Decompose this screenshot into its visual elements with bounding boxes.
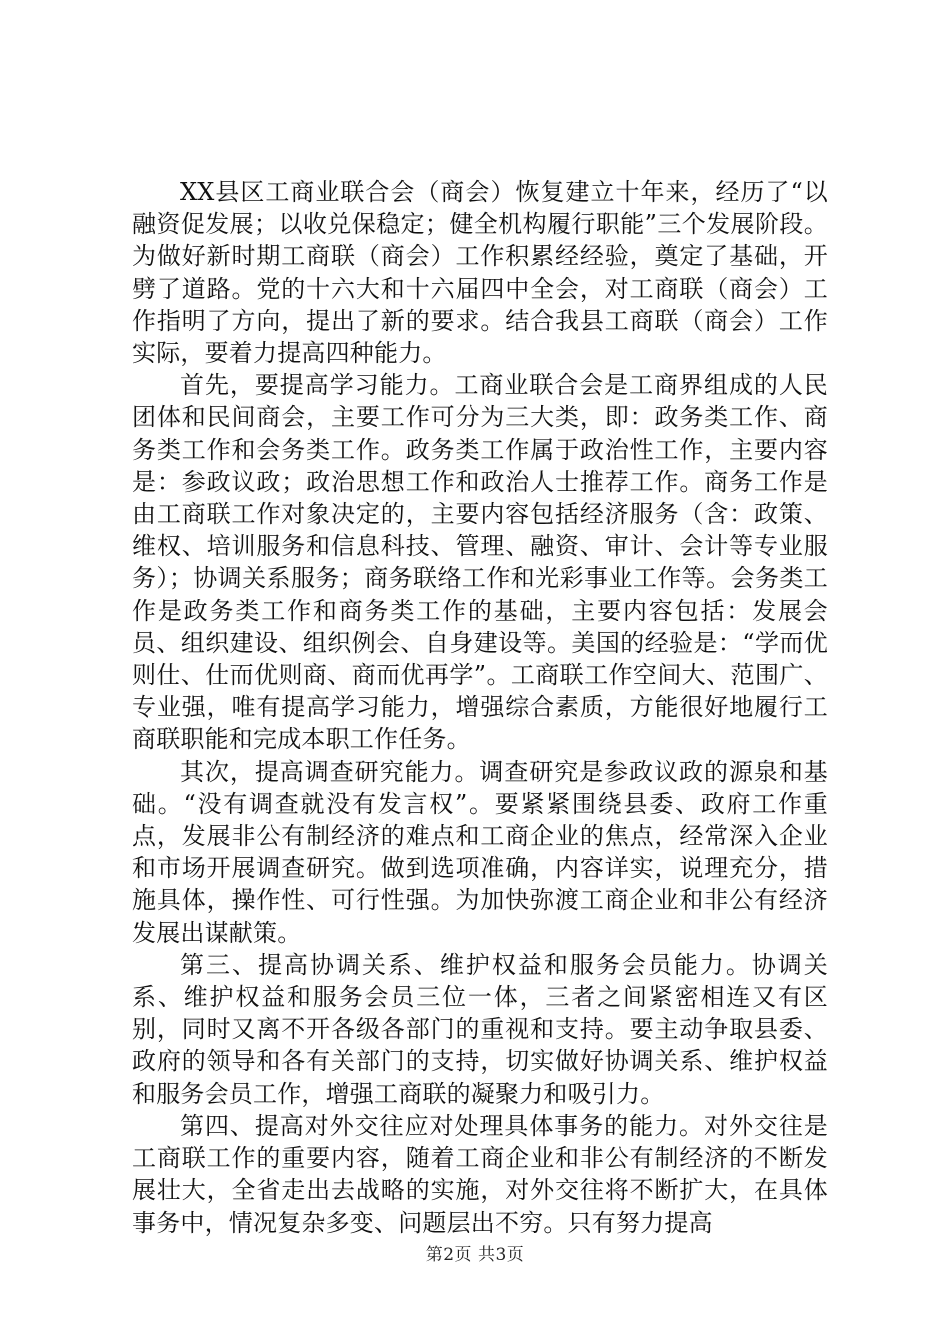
paragraph-coordination-ability: 第三、提高协调关系、维护权益和服务会员能力。协调关系、维护权益和服务会员三位一体，三者之间紧密相连又有区别，同时又离不开各级各部门的重视和支持。要主动争取县委、政府的领导和各有关部门的支持，切实做好协调关系、维护权益和服务会员工作，增强工商联的凝聚力和吸引力。 (132, 950, 828, 1108)
paragraph-research-ability: 其次，提高调查研究能力。调查研究是参政议政的源泉和基础。“没有调查就没有发言权”。要紧紧围绕县委、政府工作重点，发展非公有制经济的难点和工商企业的焦点，经常深入企业和市场开展调查研究。做到选项准确，内容详实，说理充分，措施具体，操作性、可行性强。为加快弥渡工商企业和非公有经济发展出谋献策。 (132, 757, 828, 947)
page-number-footer: 第2页 共3页 (425, 1245, 525, 1265)
paragraph-intro: XX县区工商业联合会（商会）恢复建立十年来，经历了“以融资促发展；以收兑保稳定；健全机构履行职能”三个发展阶段。为做好新时期工商联（商会）工作积累经经验，奠定了基础，开劈了道路。党的十六大和十六届四中全会，对工商联（商会）工作指明了方向，提出了新的要求。结合我县工商联（商会）工作实际，要着力提高四种能力。 (132, 178, 828, 368)
paragraph-external-affairs-ability: 第四、提高对外交往应对处理具体事务的能力。对外交往是工商联工作的重要内容，随着工商企业和非公有制经济的不断发展壮大，全省走出去战略的实施，对外交往将不断扩大，在具体事务中，情况复杂多变、问题层出不穷。只有努力提高 (132, 1111, 828, 1237)
document-body (132, 176, 828, 1239)
paragraph-learning-ability: 首先，要提高学习能力。工商业联合会是工商界组成的人民团体和民间商会，主要工作可分为三大类，即：政务类工作、商务类工作和会务类工作。政务类工作属于政治性工作，主要内容是：参政议政；政治思想工作和政治人士推荐工作。商务工作是由工商联工作对象决定的，主要内容包括经济服务（含：政策、维权、培训服务和信息科技、管理、融资、审计、会计等专业服务）；协调关系服务；商务联络工作和光彩事业工作等。会务类工作是政务类工作和商务类工作的基础，主要内容包括：发展会员、组织建设、组织例会、自身建设等。美国的经验是：“学而优则仕、仕而优则商、商而优再学”。工商联工作空间大、范围广、专业强，唯有提高学习能力，增强综合素质，方能很好地履行工商联职能和完成本职工作任务。 (132, 371, 828, 754)
